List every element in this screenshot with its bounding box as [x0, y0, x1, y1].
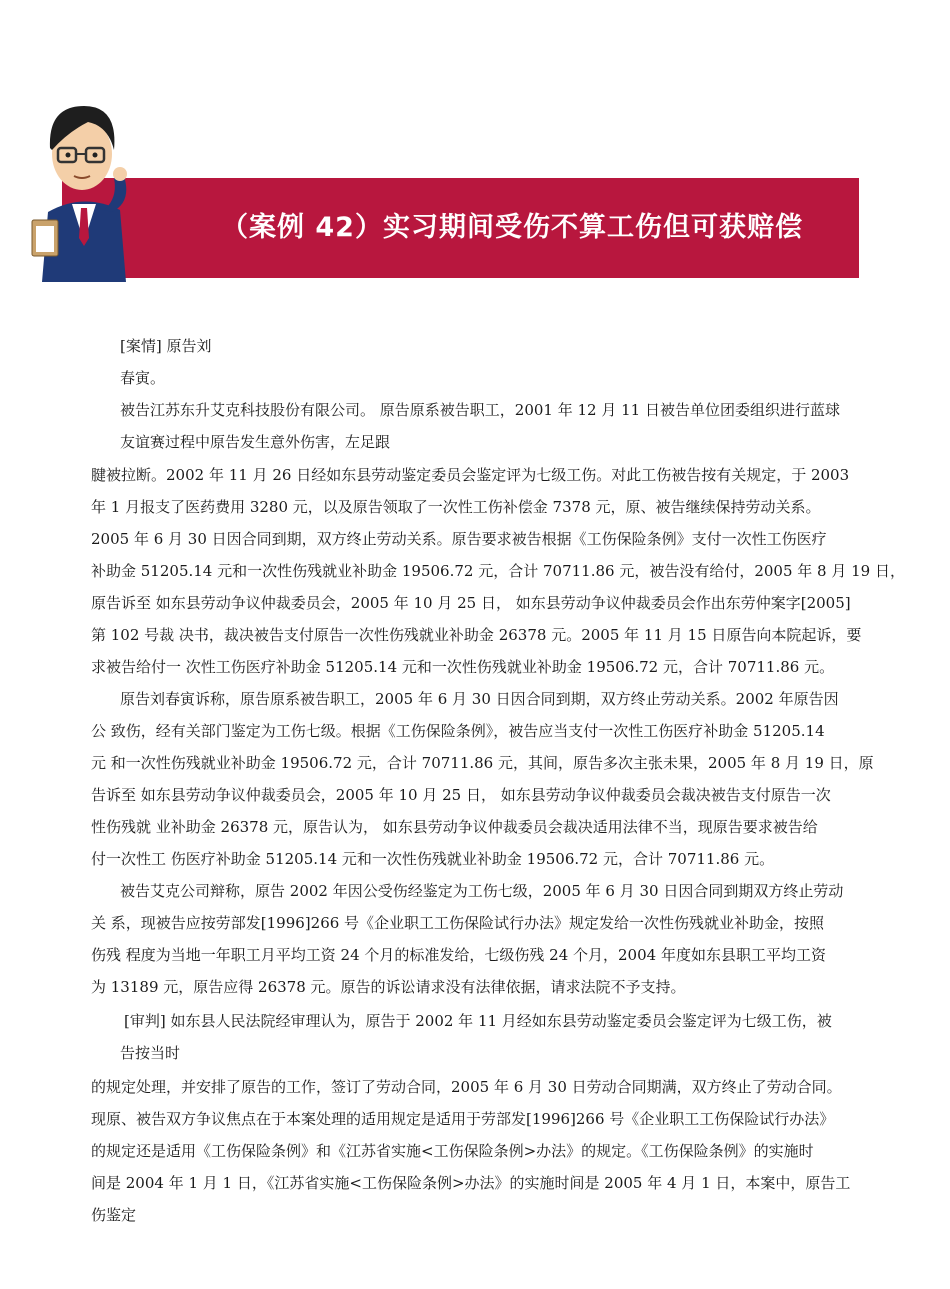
text-line: 友谊赛过程中原告发生意外伤害，左足跟 [120, 433, 391, 451]
text-line: 春寅。 [120, 369, 166, 387]
text-line: 为 13189 元，原告应得 26378 元。原告的诉讼请求没有法律依据，请求法院不予支持。 [91, 978, 686, 996]
text-line: 伤残 程度为当地一年职工月平均工资 24 个月的标准发给，七级伤残 24 个月，2004 年度如东县职工平均工资 [91, 946, 826, 964]
text-line: 伤鉴定 [91, 1206, 137, 1224]
title-banner [62, 178, 859, 278]
text-line: 求被告给付一 次性工伤医疗补助金 51205.14 元和一次性伤残就业补助金 19506.72 元，合计 70711.86 元。 [91, 658, 835, 676]
page-title: （案例 42）实习期间受伤不算工伤但可获赔偿 [221, 212, 803, 243]
text-line: 第 102 号裁 决书，裁决被告支付原告一次性伤残就业补助金 26378 元。2005 年 11 月 15 日原告向本院起诉，要 [91, 626, 862, 644]
text-line: [审判] 如东县人民法院经审理认为，原告于 2002 年 11 月经如东县劳动鉴定委员会鉴定评为七级工伤，被 [124, 1012, 832, 1030]
text-line: 腱被拉断。2002 年 11 月 26 日经如东县劳动鉴定委员会鉴定评为七级工伤。对此工伤被告按有关规定，于 2003 [91, 466, 850, 484]
text-line: 2005 年 6 月 30 日因合同到期，双方终止劳动关系。原告要求被告根据《工伤保险条例》支付一次性工伤医疗 [91, 530, 827, 548]
lawyer-mascot-icon [28, 92, 138, 282]
text-line: [案情] 原告刘 [120, 337, 212, 355]
text-line: 元 和一次性伤残就业补助金 19506.72 元，合计 70711.86 元，其间，原告多次主张未果，2005 年 8 月 19 日，原 [91, 754, 874, 772]
text-line: 告诉至 如东县劳动争议仲裁委员会，2005 年 10 月 25 日， 如东县劳动争议仲裁委员会裁决被告支付原告一次 [91, 786, 831, 804]
text-line: 告按当时 [120, 1044, 181, 1062]
text-line: 补助金 51205.14 元和一次性伤残就业补助金 19506.72 元，合计 70711.86 元，被告没有给付，2005 年 8 月 19 日， [91, 562, 905, 580]
text-line: 付一次性工 伤医疗补助金 51205.14 元和一次性伤残就业补助金 19506.72 元，合计 70711.86 元。 [91, 850, 775, 868]
text-line: 原告刘春寅诉称，原告原系被告职工，2005 年 6 月 30 日因合同到期，双方终止劳动关系。2002 年原告因 [120, 690, 839, 708]
text-line: 公 致伤，经有关部门鉴定为工伤七级。根据《工伤保险条例》，被告应当支付一次性工伤医疗补助金 51205.14 [91, 722, 825, 740]
text-line: 现原、被告双方争议焦点在于本案处理的适用规定是适用于劳部发[1996]266 号《企业职工工伤保险试行办法》 [91, 1110, 835, 1128]
text-line: 被告艾克公司辩称，原告 2002 年因公受伤经鉴定为工伤七级，2005 年 6 月 30 日因合同到期双方终止劳动 [120, 882, 844, 900]
text-line: 的规定处理，并安排了原告的工作，签订了劳动合同，2005 年 6 月 30 日劳动合同期满，双方终止了劳动合同。 [91, 1078, 842, 1096]
text-line: 性伤残就 业补助金 26378 元，原告认为， 如东县劳动争议仲裁委员会裁决适用法律不当，现原告要求被告给 [91, 818, 818, 836]
text-line: 年 1 月报支了医药费用 3280 元，以及原告领取了一次性工伤补偿金 7378 元，原、被告继续保持劳动关系。 [91, 498, 821, 516]
text-line: 原告诉至 如东县劳动争议仲裁委员会，2005 年 10 月 25 日， 如东县劳动争议仲裁委员会作出东劳仲案字[2005] [91, 594, 851, 612]
text-line: 被告江苏东升艾克科技股份有限公司。 原告原系被告职工，2001 年 12 月 11 日被告单位团委组织进行蓝球 [120, 401, 840, 419]
text-line: 间是 2004 年 1 月 1 日，《江苏省实施<工伤保险条例>办法》的实施时间是 2005 年 4 月 1 日，本案中，原告工 [91, 1174, 851, 1192]
text-line: 关 系，现被告应按劳部发[1996]266 号《企业职工工伤保险试行办法》规定发给一次性伤残就业补助金，按照 [91, 914, 825, 932]
text-line: 的规定还是适用《工伤保险条例》和《江苏省实施<工伤保险条例>办法》的规定。《工伤保险条例》的实施时 [91, 1142, 814, 1160]
